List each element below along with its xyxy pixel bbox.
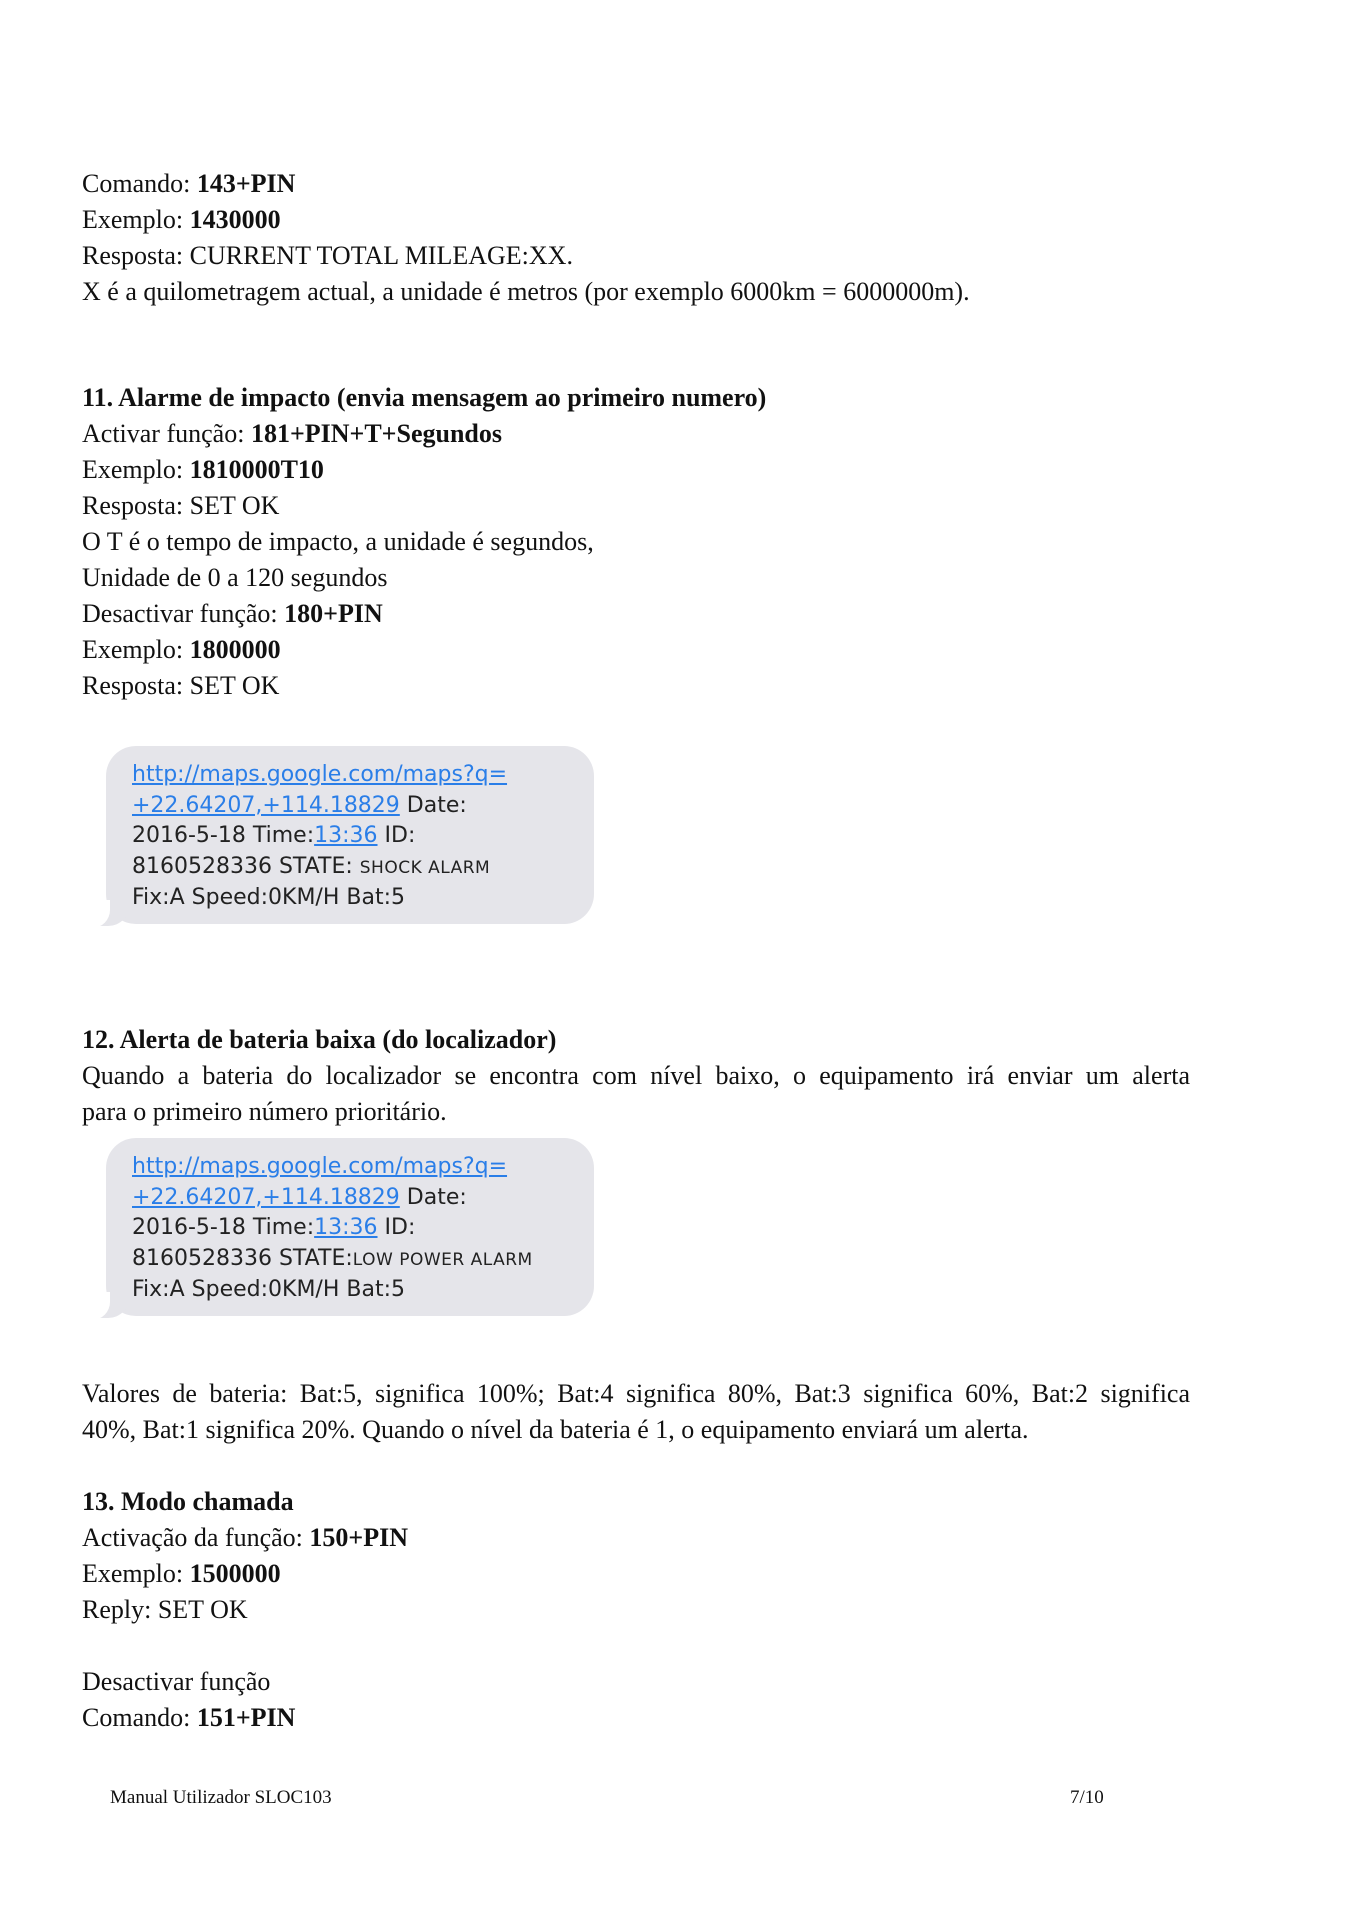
command-value: 143+PIN bbox=[196, 169, 296, 198]
battery-values-paragraph bbox=[82, 1376, 1190, 1448]
example-value: 1500000 bbox=[189, 1559, 281, 1588]
command-label: Comando: bbox=[82, 1703, 197, 1732]
date-label: Date: bbox=[399, 792, 467, 818]
command-value: 151+PIN bbox=[196, 1703, 296, 1732]
activate-label: Activação da função: bbox=[82, 1523, 310, 1552]
map-link[interactable]: http://maps.google.com/maps?q= bbox=[132, 1154, 508, 1179]
impact-time-note: O T é o tempo de impacto, a unidade é segundos, bbox=[82, 527, 594, 556]
section-12-title: 12. Alerta de bateria baixa (do localizador) bbox=[82, 1025, 557, 1054]
example-label: Exemplo: bbox=[82, 205, 190, 234]
paragraph-line: Quando a bateria do localizador se encontra com nível baixo, o equipamento irá enviar um alerta bbox=[82, 1061, 1190, 1090]
section-13-title: 13. Modo chamada bbox=[82, 1487, 294, 1516]
date-value: 2016-5-18 Time: bbox=[132, 1215, 315, 1240]
fix-line: Fix:A Speed:0KM/H Bat:5 bbox=[132, 1277, 405, 1302]
example-label: Exemplo: bbox=[82, 1559, 190, 1588]
example-line bbox=[82, 632, 281, 668]
example-value: 1430000 bbox=[189, 205, 281, 234]
example-line bbox=[82, 1556, 281, 1592]
example-label: Exemplo: bbox=[82, 455, 190, 484]
map-link-coordinates[interactable]: +22.64207,+114.18829 bbox=[132, 1184, 400, 1210]
example-line bbox=[82, 202, 281, 238]
paragraph-line: 40%, Bat:1 significa 20%. Quando o nível da bateria é 1, o equipamento enviará um alerta. bbox=[82, 1415, 1029, 1444]
sms-bubble-shock-alarm bbox=[106, 746, 594, 924]
map-link-coordinates[interactable]: +22.64207,+114.18829 bbox=[132, 792, 400, 818]
activate-label: Activar função: bbox=[82, 419, 251, 448]
deactivate-value: 180+PIN bbox=[284, 599, 383, 628]
state-value: SHOCK ALARM bbox=[359, 857, 491, 878]
deactivate-line bbox=[82, 596, 383, 632]
deactivate-label: Desactivar função: bbox=[82, 599, 285, 628]
footer-page-number: 7/10 bbox=[1070, 1787, 1104, 1808]
range-note: Unidade de 0 a 120 segundos bbox=[82, 563, 388, 592]
example-value: 1810000T10 bbox=[189, 455, 324, 484]
footer-manual-name: Manual Utilizador SLOC103 bbox=[110, 1787, 332, 1808]
command-line bbox=[82, 166, 295, 202]
activate-line bbox=[82, 1520, 408, 1556]
paragraph-line: Valores de bateria: Bat:5, significa 100%; Bat:4 significa 80%, Bat:3 significa 60%, Bat:2 significa bbox=[82, 1379, 1190, 1408]
response-line: Resposta: SET OK bbox=[82, 491, 280, 520]
section-11-title: 11. Alarme de impacto (envia mensagem ao primeiro numero) bbox=[82, 383, 767, 412]
state-value: LOW POWER ALARM bbox=[352, 1249, 533, 1270]
id-value: 8160528336 STATE: bbox=[132, 853, 360, 879]
fix-line: Fix:A Speed:0KM/H Bat:5 bbox=[132, 885, 405, 910]
id-label: ID: bbox=[377, 823, 416, 848]
date-label: Date: bbox=[399, 1184, 467, 1210]
paragraph-line: para o primeiro número prioritário. bbox=[82, 1097, 447, 1126]
sms-text bbox=[132, 1152, 533, 1306]
time-link[interactable]: 13:36 bbox=[314, 1215, 378, 1240]
example-line bbox=[82, 452, 324, 488]
sms-text bbox=[132, 760, 507, 914]
id-value: 8160528336 STATE: bbox=[132, 1245, 353, 1271]
response-line: Resposta: CURRENT TOTAL MILEAGE:XX. bbox=[82, 241, 573, 270]
map-link[interactable]: http://maps.google.com/maps?q= bbox=[132, 762, 508, 787]
example-label: Exemplo: bbox=[82, 635, 190, 664]
response-line: Resposta: SET OK bbox=[82, 671, 280, 700]
date-value: 2016-5-18 Time: bbox=[132, 823, 315, 848]
mileage-note: X é a quilometragem actual, a unidade é metros (por exemplo 6000km = 6000000m). bbox=[82, 277, 970, 306]
time-link[interactable]: 13:36 bbox=[314, 823, 378, 848]
command-line bbox=[82, 1700, 295, 1736]
sms-bubble-low-power-alarm bbox=[106, 1138, 594, 1316]
deactivate-title: Desactivar função bbox=[82, 1667, 271, 1696]
activate-value: 181+PIN+T+Segundos bbox=[250, 419, 502, 448]
example-value: 1800000 bbox=[189, 635, 281, 664]
activate-line bbox=[82, 416, 502, 452]
activate-value: 150+PIN bbox=[309, 1523, 408, 1552]
reply-line: Reply: SET OK bbox=[82, 1595, 248, 1624]
command-label: Comando: bbox=[82, 169, 197, 198]
id-label: ID: bbox=[377, 1215, 416, 1240]
low-battery-paragraph bbox=[82, 1058, 1190, 1130]
